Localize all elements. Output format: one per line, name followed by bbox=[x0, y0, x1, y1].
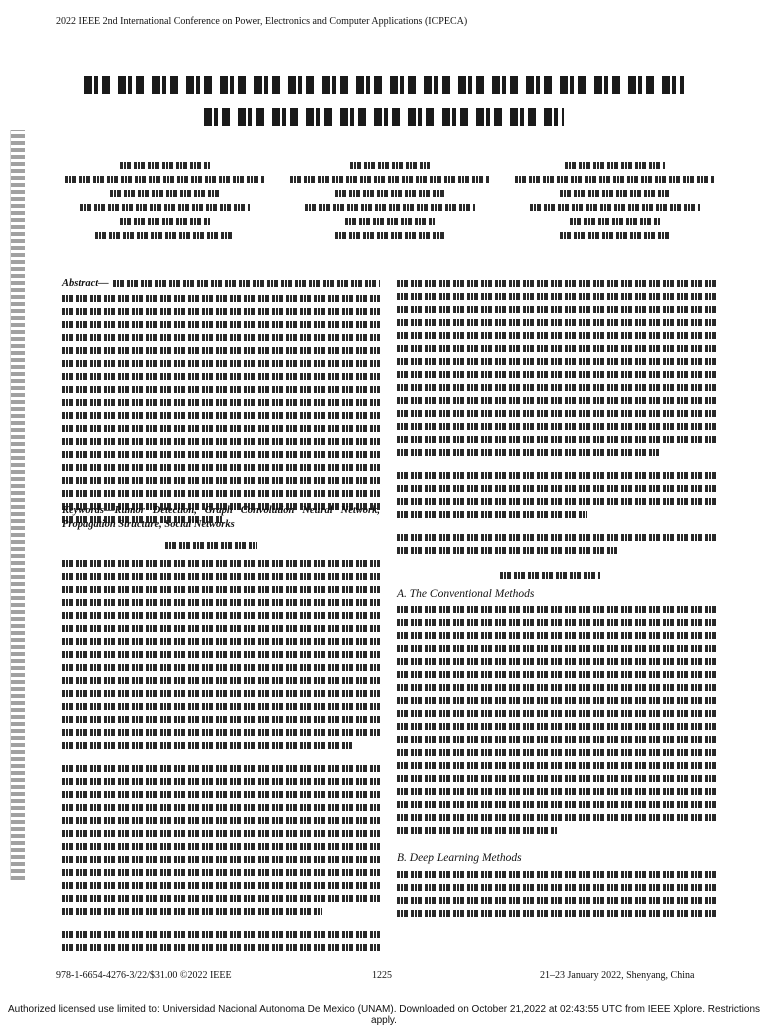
introduction-text bbox=[62, 560, 380, 957]
keywords: Keywords—Rumor Detection, Graph Convolution Neural Network, Propagation Structure, Social Networks bbox=[62, 505, 380, 530]
section-conventional-heading: A. The Conventional Methods bbox=[397, 588, 535, 600]
deep-learning-text bbox=[397, 871, 717, 923]
footer-date-location: 21–23 January 2022, Shenyang, China bbox=[540, 970, 695, 981]
section-introduction-heading bbox=[165, 542, 257, 549]
conventional-methods-text bbox=[397, 606, 717, 840]
footer-page-number: 1225 bbox=[372, 970, 392, 981]
footer-isbn: 978-1-6654-4276-3/22/$31.00 ©2022 IEEE bbox=[56, 970, 232, 981]
abstract-block bbox=[62, 278, 380, 529]
authorization-notice: Authorized licensed use limited to: Universidad Nacional Autonoma De Mexico (UNAM). Downloaded on October 21,2022 at 02:43:55 UTC from IEEE Xplore. Restrictions apply. bbox=[7, 1004, 761, 1026]
section-deep-learning-heading: B. Deep Learning Methods bbox=[397, 852, 522, 864]
section-related-work-heading bbox=[500, 572, 600, 579]
author-block-2 bbox=[285, 162, 495, 246]
right-column-top-text bbox=[397, 280, 717, 560]
conference-header: 2022 IEEE 2nd International Conference on Power, Electronics and Computer Applications (ICPECA) bbox=[56, 16, 468, 27]
author-block-3 bbox=[510, 162, 720, 246]
author-block-1 bbox=[60, 162, 270, 246]
abstract-label: Abstract— bbox=[62, 278, 109, 289]
paper-title bbox=[84, 76, 684, 126]
side-watermark-strip bbox=[10, 130, 25, 880]
